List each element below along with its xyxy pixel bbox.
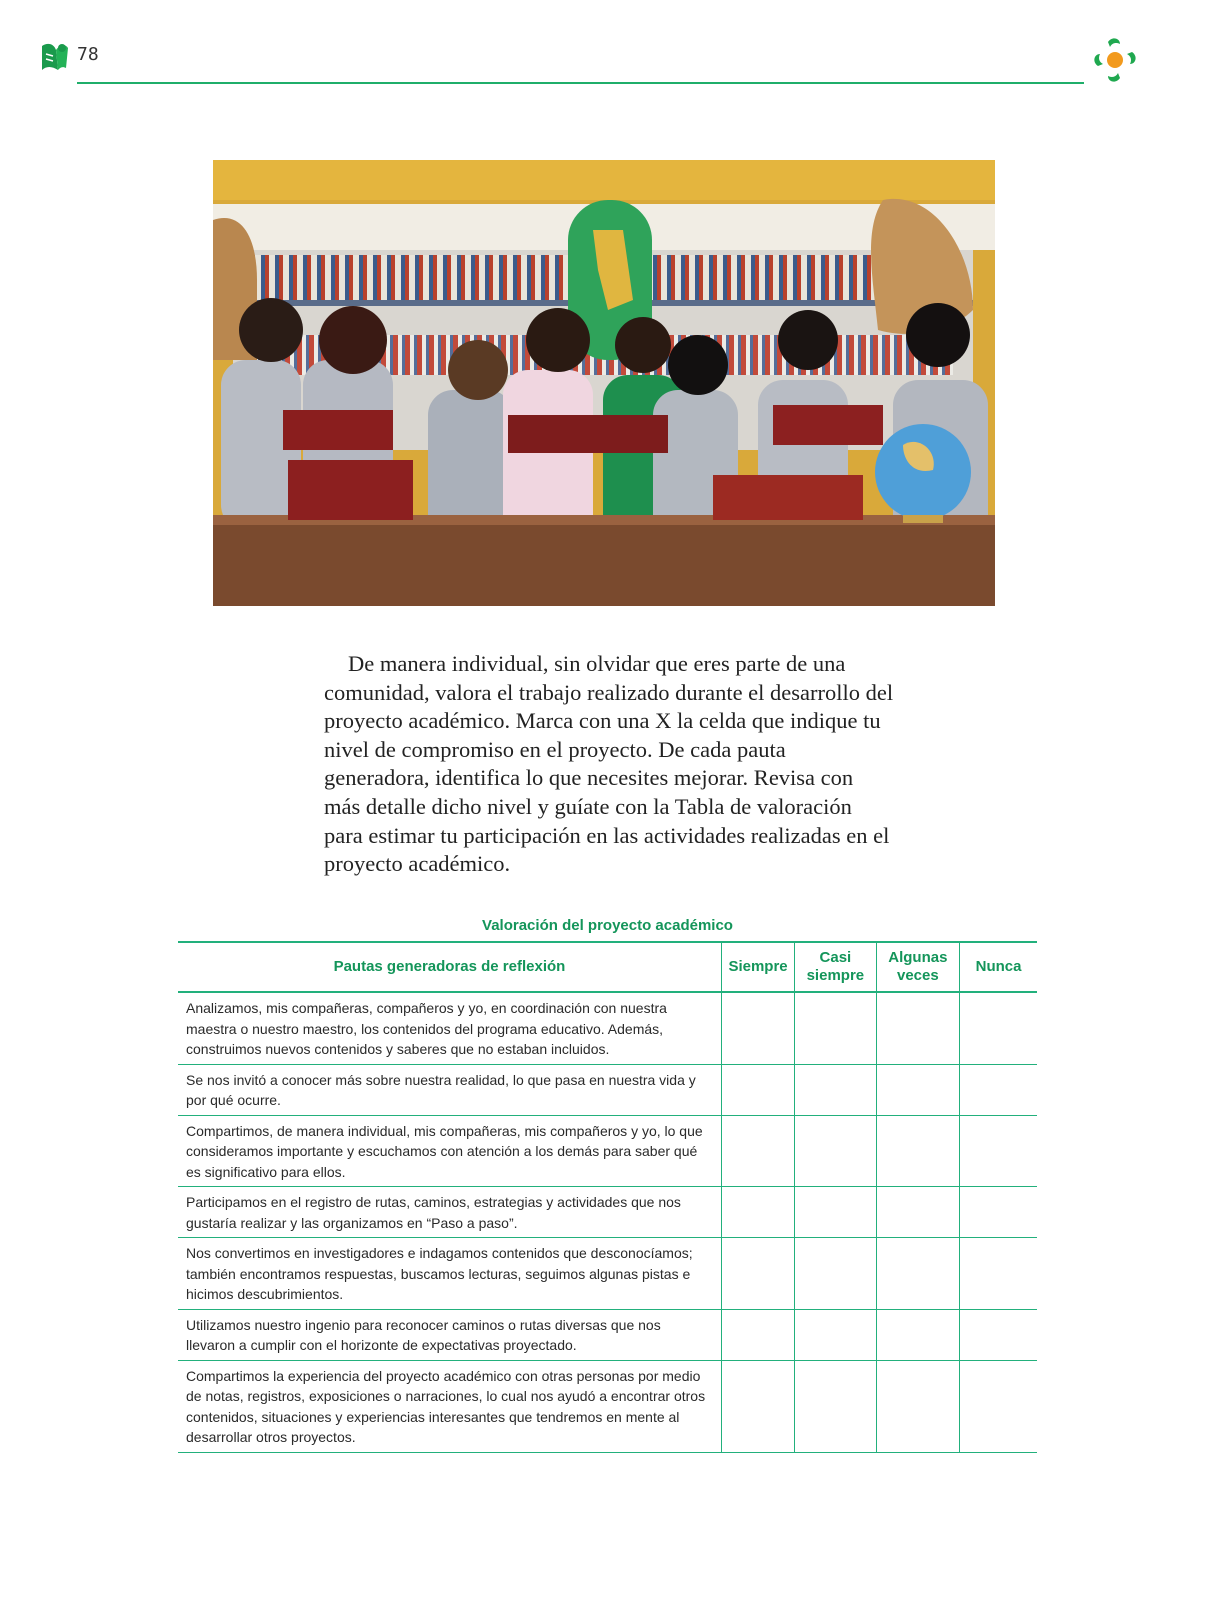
table-header-row <box>178 942 1037 992</box>
casi-siempre-cell[interactable] <box>795 1064 876 1115</box>
pauta-text: Utilizamos nuestro ingenio para reconocer caminos o rutas diversas que nos llevaron a cumplir con el horizonte de expectativas proyectado. <box>178 1309 721 1360</box>
siempre-cell[interactable] <box>721 1064 794 1115</box>
table-row <box>178 1360 1037 1452</box>
algunas-veces-cell[interactable] <box>876 1309 960 1360</box>
casi-siempre-cell[interactable] <box>795 992 876 1064</box>
nunca-cell[interactable] <box>960 1187 1037 1238</box>
siempre-cell[interactable] <box>721 1309 794 1360</box>
header-casi-siempre: Casi siempre <box>795 942 876 992</box>
algunas-veces-cell[interactable] <box>876 1360 960 1452</box>
header-siempre: Siempre <box>721 942 794 992</box>
pauta-text: Analizamos, mis compañeras, compañeros y yo, en coordinación con nuestra maestra o nuestro maestro, los contenidos del programa educativo. Además, construimos nuevos contenidos y saberes que no estaban incluidos. <box>178 992 721 1064</box>
casi-siempre-cell[interactable] <box>795 1187 876 1238</box>
table-row <box>178 1187 1037 1238</box>
casi-siempre-cell[interactable] <box>795 1238 876 1310</box>
siempre-cell[interactable] <box>721 1238 794 1310</box>
book-logo-icon <box>38 40 70 74</box>
casi-siempre-cell[interactable] <box>795 1115 876 1187</box>
pauta-text: Se nos invitó a conocer más sobre nuestra realidad, lo que pasa en nuestra vida y por qué ocurre. <box>178 1064 721 1115</box>
header-algunas-veces: Algunas veces <box>876 942 960 992</box>
nunca-cell[interactable] <box>960 1309 1037 1360</box>
casi-siempre-cell[interactable] <box>795 1360 876 1452</box>
nunca-cell[interactable] <box>960 1064 1037 1115</box>
header-pautas: Pautas generadoras de reflexión <box>178 942 721 992</box>
page-number: 78 <box>77 44 99 65</box>
pauta-text: Compartimos, de manera individual, mis compañeras, mis compañeros y yo, lo que consideramos importante y escuchamos con atención a los demás para saber qué es significativo para ellos. <box>178 1115 721 1187</box>
algunas-veces-cell[interactable] <box>876 992 960 1064</box>
table-row <box>178 992 1037 1064</box>
table-caption: Valoración del proyecto académico <box>482 917 733 934</box>
algunas-veces-cell[interactable] <box>876 1064 960 1115</box>
nunca-cell[interactable] <box>960 1360 1037 1452</box>
algunas-veces-cell[interactable] <box>876 1187 960 1238</box>
library-photo <box>213 160 995 606</box>
nunca-cell[interactable] <box>960 1238 1037 1310</box>
pauta-text: Compartimos la experiencia del proyecto académico con otras personas por medio de notas, registros, exposiciones o narraciones, lo cual nos ayudó a encontrar otros contenidos, situaciones y experiencias interesantes que tendremos en mente al desarrollar otros proyectos. <box>178 1360 721 1452</box>
table-row <box>178 1115 1037 1187</box>
casi-siempre-cell[interactable] <box>795 1309 876 1360</box>
pauta-text: Participamos en el registro de rutas, caminos, estrategias y actividades que nos gustaría realizar y las organizamos en “Paso a paso”. <box>178 1187 721 1238</box>
algunas-veces-cell[interactable] <box>876 1238 960 1310</box>
globe <box>875 424 971 520</box>
algunas-veces-cell[interactable] <box>876 1115 960 1187</box>
table-row <box>178 1064 1037 1115</box>
pauta-text: Nos convertimos en investigadores e indagamos contenidos que desconocíamos; también encontramos respuestas, buscamos lecturas, seguimos algunas pistas e hicimos descubrimientos. <box>178 1238 721 1310</box>
siempre-cell[interactable] <box>721 1360 794 1452</box>
siempre-cell[interactable] <box>721 992 794 1064</box>
intro-paragraph: De manera individual, sin olvidar que eres parte de una comunidad, valora el trabajo realizado durante el desarrollo del proyecto académico. Marca con una X la celda que indique tu nivel de compromiso en el proyecto. De cada pauta generadora, identifica lo que necesites mejorar. Revisa con más detalle dicho nivel y guíate con la Tabla de valoración para estimar tu participación en las actividades realizadas en el proyecto académico. <box>324 651 894 877</box>
nunca-cell[interactable] <box>960 1115 1037 1187</box>
header-nunca: Nunca <box>960 942 1037 992</box>
nunca-cell[interactable] <box>960 992 1037 1064</box>
valuation-table <box>178 941 1037 1453</box>
siempre-cell[interactable] <box>721 1115 794 1187</box>
community-logo-icon <box>1090 34 1140 86</box>
table-row <box>178 1238 1037 1310</box>
siempre-cell[interactable] <box>721 1187 794 1238</box>
table-row <box>178 1309 1037 1360</box>
header-rule <box>77 82 1084 84</box>
